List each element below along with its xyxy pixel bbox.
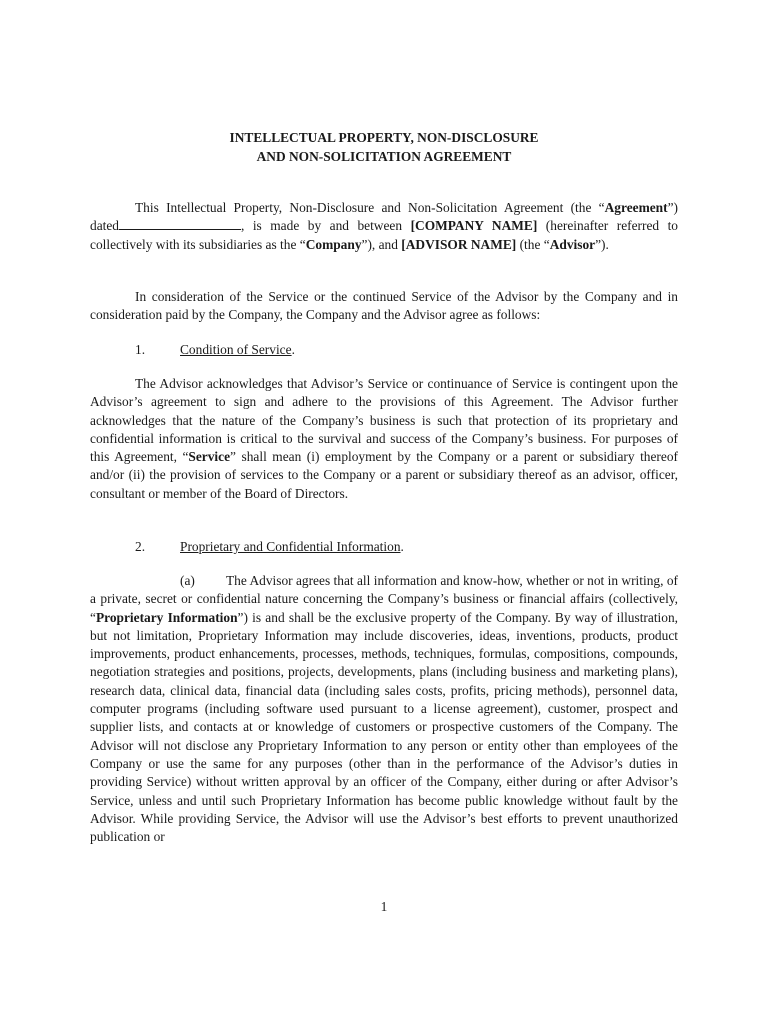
section-1-title: Condition of Service [180,342,292,357]
advisor-name-placeholder: [ADVISOR NAME] [401,236,517,252]
company-name-placeholder: [COMPANY NAME] [410,218,538,234]
consideration-paragraph: In consideration of the Service or the continued Service of the Advisor by the Company and in consideration paid by the Company, the Company and the Advisor agree as follows: [90,289,678,323]
defined-term-agreement: Agreement [604,200,668,215]
section-2-heading: 2. Proprietary and Confidential Information. [135,538,678,556]
section-2-number: 2. [135,539,146,554]
document-title [90,129,678,166]
subsection-a-label: (a) [180,573,195,588]
page-number: 1 [380,899,388,914]
defined-term-service: Service [188,449,231,465]
document-page [90,0,678,1024]
date-blank-line [119,217,241,230]
intro-paragraph: This Intellectual Property, Non-Disclosure and Non-Solicitation Agreement (the “Agreement”) dated , is made by and between [COMPANY NAME] (hereinafter referred to collectively with its subsidiaries as the “Company”), and [ADVISOR NAME] (the “Advisor”). [90,200,679,252]
defined-term-company: Company [305,236,362,252]
section-2-title: Proprietary and Confidential Information [180,539,401,554]
section-1-number: 1. [135,342,146,357]
section-1-heading: 1. Condition of Service. [135,341,678,359]
title-line-1: INTELLECTUAL PROPERTY, NON-DISCLOSURE [229,130,539,145]
defined-term-advisor: Advisor [549,236,596,252]
section-1-body: The Advisor acknowledges that Advisor’s Service or continuance of Service is contingent upon the Advisor’s agreement to sign and adhere to the provisions of this Agreement. The Advisor further acknowledges that the nature of the Company’s business is such that protection of its proprietary and confidential information is critical to the survival and success of the Company’s business. For purposes of this Agreement, “Service” shall mean (i) employment by the Company or a parent or subsidiary thereof and/or (ii) the provision of services to the Company or a parent or subsidiary thereof as an advisor, officer, consultant or member of the Board of Directors. [90,376,678,501]
defined-term-proprietary-information: Proprietary Information [95,609,238,625]
section-2a-body: (a) The Advisor agrees that all information and know-how, whether or not in writing, of a private, secret or confidential nature concerning the Company’s business or financial affairs (collectively, “Proprietary Information”) is and shall be the exclusive property of the Company. By way of illustration, but not limitation, Proprietary Information may include discoveries, ideas, inventions, products, product improvements, product enhancements, processes, methods, techniques, formulas, compositions, compounds, negotiation strategies and positions, projects, developments, plans (including business and marketing plans), research data, clinical data, financial data (including sales costs, profits, pricing methods), personnel data, computer programs (including software used pursuant to a license agreement), customer, prospect and supplier lists, and contacts at or knowledge of customers or prospective customers of the Company. The Advisor will not disclose any Proprietary Information to any person or entity other than employees of the Company or use the same for any purposes (other than in the performance of the Advisor’s duties in providing Service) without written approval by an officer of the Company, either during or after Advisor’s Service, unless and until such Proprietary Information has become public knowledge without fault by the Advisor. While providing Service, the Advisor will use the Advisor’s best efforts to prevent unauthorized publication or [90,573,679,845]
title-line-2: AND NON-SOLICITATION AGREEMENT [256,148,512,164]
